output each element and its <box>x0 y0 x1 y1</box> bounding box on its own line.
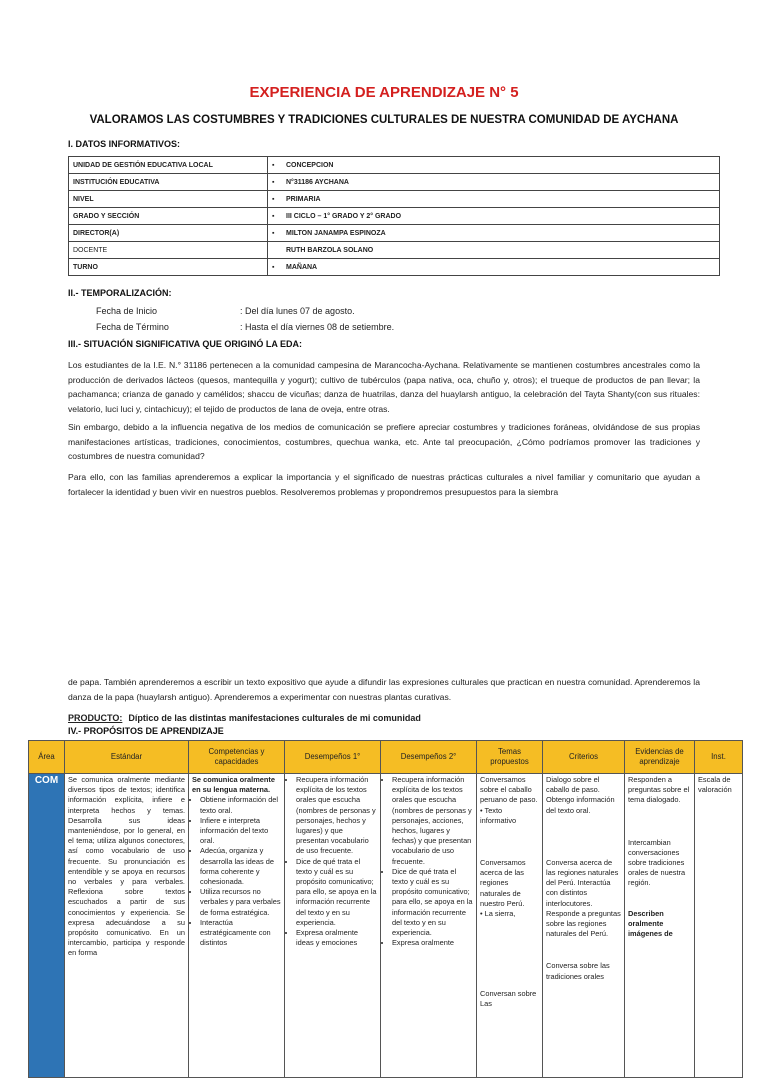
section-heading-temporalizacion: II.- TEMPORALIZACIÓN: <box>68 288 172 298</box>
section-heading-propositos: IV.- PROPÓSITOS DE APRENDIZAJE <box>68 726 224 736</box>
list-item: • Utiliza recursos no verbales y para verbales de forma estratégica. <box>200 887 281 918</box>
situacion-paragraph-4: de papa. También aprenderemos a escribir un texto expositivo que ayude a difundir las expresiones culturales que practican en nuestra comunidad. Aprenderemos la danza de la papa (huaylarsh antiguo). Aprenderemos a experimentar con nuestras plantas curativas. <box>68 677 700 702</box>
header-inst: Inst. <box>695 741 743 774</box>
evidencia-2: Intercambian conversaciones sobre tradiciones orales de nuestra región. <box>628 837 686 888</box>
tema-2: Conversamos acerca de las regiones naturales de nuestro Perú. <box>480 858 526 908</box>
info-row <box>69 208 720 225</box>
bullet-icon: ▪ <box>272 195 275 203</box>
situacion-paragraph-2: Sin embargo, debido a la influencia negativa de los medios de comunicación se prefiere apreciar costumbres y tradiciones foráneas, olvidándose de sus propias manifestaciones artísticas, tradiciones, conocimientos, costumbres, quechua wanka, etc. Ante tal preocupación, ¿Cómo podríamos promover las tradiciones y costumbres de nuestra comunidad? <box>68 422 700 462</box>
info-value-cell <box>268 174 720 191</box>
evidencia-3: Describen oralmente imágenes de <box>628 908 673 939</box>
list-item: • Recupera información explícita de los textos orales que escucha (nombres de personas y personajes, hechos y lugares) y que presentan vocabulario de uso frecuente. <box>296 775 377 857</box>
desempenos-1-list <box>288 775 377 948</box>
desempenos-2-list <box>384 775 473 948</box>
desempenos-2-cell <box>381 774 477 1078</box>
producto-label: PRODUCTO: <box>68 713 123 723</box>
situacion-paragraph-1: Los estudiantes de la I.E. N.° 31186 pertenecen a la comunidad campesina de Marancocha-Aychana. Relativamente se mantienen costumbres ancestrales como la producción de derivados lácteos (quesos, mantequilla y yogurt); cultivo de tubérculos (papa nativa, oca, chuño y, otros); el trueque de productos de pan llevar; la pachamanca; crianza de ganado y camélidos; shaccu de vicuñas; danza de huatrilas, danza del huaylarsh antiguo, la celebración del Tayta Shanty(con sus rituales: velatorio, luci luci y, cintachicuy); el tejido de productos de lana de oveja, entre otras. <box>68 360 700 415</box>
tema-3: Conversan sobre Las <box>480 989 537 1009</box>
list-item: • Recupera información explícita de los textos orales que escucha (nombres de personas y personajes, acciones, hechos, lugares y fechas) y que presentan vocabulario de uso frecuente. <box>392 775 473 867</box>
info-label: INSTITUCIÓN EDUCATIVA <box>69 174 268 191</box>
header-desempenos-1: Desempeños 1° <box>285 741 381 774</box>
bullet-icon: ▪ <box>272 263 275 271</box>
info-value-cell <box>268 242 720 259</box>
info-value: N°31186 AYCHANA <box>286 178 349 186</box>
criterio-2: Conversa acerca de las regiones naturales del Perú. Interactúa con distintos interlocutores. Responde a preguntas sobre las regiones naturales del Perú. <box>546 857 621 939</box>
info-value-cell <box>268 208 720 225</box>
list-item: • Interactúa estratégicamente con distintos <box>200 918 281 949</box>
desempenos-1-cell <box>285 774 381 1078</box>
estandar-cell: Se comunica oralmente mediante diversos tipos de textos; identifica información explícita, infiere e interpreta hechos y temas. Desarrolla sus ideas manteniéndose, por lo general, en el tema; utiliza algunos conectores, así como vocabulario de uso frecuente. Su pronunciación es entendible y se apoya en recursos no verbales y para verbales. Reflexiona sobre textos escuchados a partir de sus conocimientos y experiencia. Se expresa adecuándose a su propósito comunicativo. En un intercambio, participa y responde en forma <box>65 774 189 1078</box>
header-competencias: Competencias y capacidades <box>189 741 285 774</box>
info-value: III CICLO – 1° GRADO Y 2° GRADO <box>286 212 402 220</box>
bullet-icon: ▪ <box>272 212 275 220</box>
bullet-icon: ▪ <box>272 229 275 237</box>
producto-text: Díptico de las distintas manifestaciones culturales de mi comunidad <box>128 713 421 723</box>
header-desempenos-2: Desempeños 2° <box>381 741 477 774</box>
start-date-row <box>96 306 355 316</box>
temas-cell <box>477 774 543 1078</box>
tema-1-sub: • Texto informativo <box>480 805 517 825</box>
bullet-icon: ▪ <box>272 161 275 169</box>
info-label: DOCENTE <box>69 242 268 259</box>
end-date-label: Fecha de Término <box>96 322 169 332</box>
info-label: UNIDAD DE GESTIÓN EDUCATIVA LOCAL <box>69 157 268 174</box>
info-value-cell <box>268 157 720 174</box>
info-value: CONCEPCION <box>286 161 334 169</box>
info-value: MILTON JANAMPA ESPINOZA <box>286 229 386 237</box>
list-item: • Adecúa, organiza y desarrolla las ideas de forma coherente y cohesionada. <box>200 846 281 887</box>
tema-2-sub: • La sierra, <box>480 909 516 919</box>
header-estandar: Estándar <box>65 741 189 774</box>
propositos-header-row <box>29 741 743 774</box>
header-area: Área <box>29 741 65 774</box>
info-value-cell <box>268 259 720 276</box>
list-item: • Expresa oralmente <box>392 938 473 948</box>
info-row <box>69 157 720 174</box>
end-date-value: : Hasta el día viernes 08 de setiembre. <box>240 322 395 332</box>
competencias-cell <box>189 774 285 1078</box>
page-title: EXPERIENCIA DE APRENDIZAJE N° 5 <box>249 84 519 101</box>
start-date-label: Fecha de Inicio <box>96 306 158 316</box>
bullet-icon: ▪ <box>272 178 275 186</box>
info-row <box>69 174 720 191</box>
info-label: NIVEL <box>69 191 268 208</box>
info-label: TURNO <box>69 259 268 276</box>
section-heading-situacion: III.- SITUACIÓN SIGNIFICATIVA QUE ORIGINÓ LA EDA: <box>68 339 302 349</box>
list-item: • Obtiene información del texto oral. <box>200 795 281 815</box>
info-value: MAÑANA <box>286 263 318 271</box>
table-row <box>29 774 743 1078</box>
list-item: • Dice de qué trata el texto y cuál es su propósito comunicativo; para ello, se apoya en la información recurrente del texto y en su experiencia. <box>296 857 377 928</box>
end-date-row <box>96 322 395 332</box>
info-value-cell <box>268 191 720 208</box>
list-item: • Expresa oralmente ideas y emociones <box>296 928 377 948</box>
criterio-1: Dialogo sobre el caballo de paso. Obtengo información del texto oral. <box>546 775 615 815</box>
situacion-paragraph-3: Para ello, con las familias aprenderemos a explicar la importancia y el significado de nuestras prácticas culturales a nivel familiar y comunitario que ayudan a fortalecer la identidad y buen vivir en nuestros pueblos. Resolveremos problemas y propondremos presupuestos para la siembra <box>68 472 700 497</box>
list-item: • Dice de qué trata el texto y cuál es su propósito comunicativo; para ello, se apoya en la información recurrente del texto y en su experiencia. <box>392 867 473 938</box>
info-row <box>69 259 720 276</box>
producto-line <box>68 713 421 723</box>
info-label: GRADO Y SECCIÓN <box>69 208 268 225</box>
evidencia-1: Responden a preguntas sobre el tema dialogado. <box>628 775 690 805</box>
info-label: DIRECTOR(A) <box>69 225 268 242</box>
header-criterios: Criterios <box>543 741 625 774</box>
inst-cell: Escala de valoración <box>695 774 743 1078</box>
section-heading-datos: I. DATOS INFORMATIVOS: <box>68 139 180 149</box>
propositos-table <box>28 740 743 1078</box>
capacidades-list <box>192 795 281 948</box>
info-row <box>69 191 720 208</box>
header-temas: Temas propuestos <box>477 741 543 774</box>
area-cell: COM <box>29 774 65 1078</box>
criterios-cell <box>543 774 625 1078</box>
evidencias-cell <box>625 774 695 1078</box>
competencia-title: Se comunica oralmente en su lengua materna. <box>192 775 275 795</box>
tema-1: Conversamos sobre el caballo peruano de paso. <box>480 775 538 805</box>
info-value: PRIMARIA <box>286 195 321 203</box>
criterio-3: Conversa sobre las tradiciones orales <box>546 961 610 981</box>
info-row <box>69 242 720 259</box>
info-value-cell <box>268 225 720 242</box>
info-row <box>69 225 720 242</box>
list-item: • Infiere e interpreta información del texto oral. <box>200 816 281 847</box>
header-evidencias: Evidencias de aprendizaje <box>625 741 695 774</box>
page-subtitle: VALORAMOS LAS COSTUMBRES Y TRADICIONES CULTURALES DE NUESTRA COMUNIDAD DE AYCHANA <box>89 114 679 126</box>
start-date-value: : Del día lunes 07 de agosto. <box>240 306 355 316</box>
datos-informativos-table <box>68 156 720 276</box>
info-value: RUTH BARZOLA SOLANO <box>286 246 374 254</box>
